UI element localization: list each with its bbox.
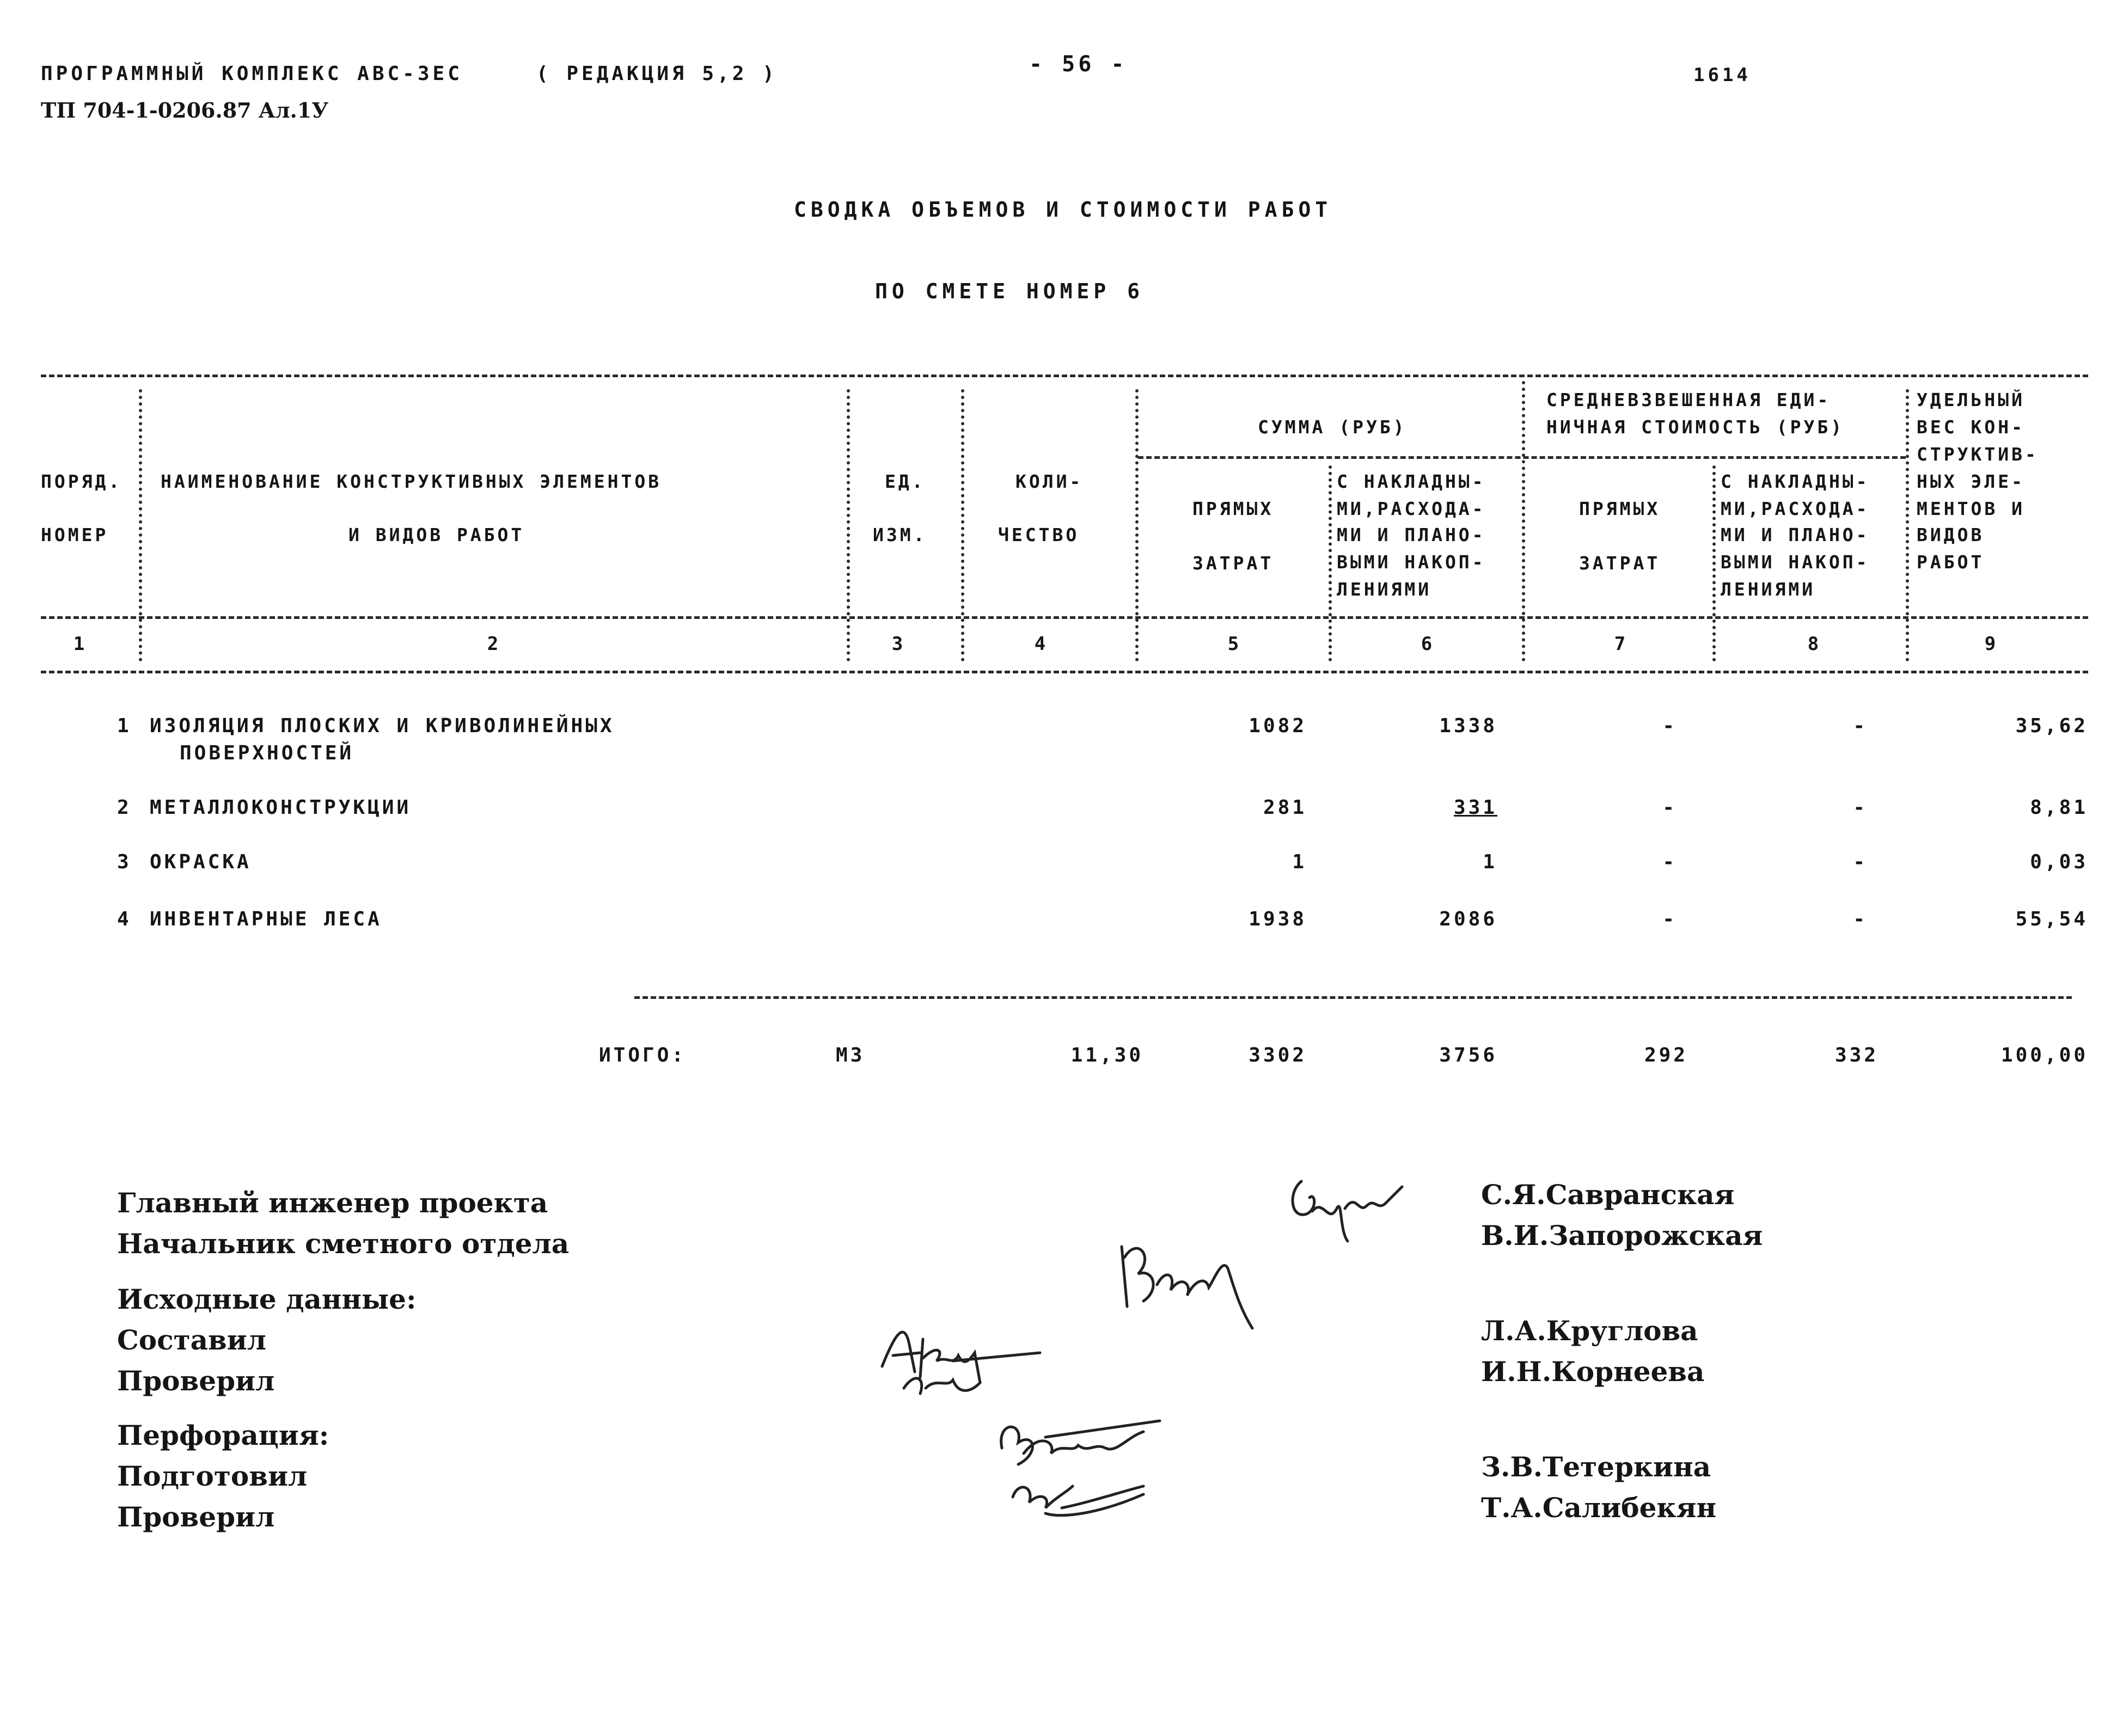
header-avg-overhead-l1: С НАКЛАДНЫ- [1721, 471, 1870, 492]
col-sep-1 [139, 389, 142, 661]
page-number: - 56 - [1029, 52, 1128, 77]
label-checked-2: Проверил [117, 1501, 275, 1533]
total-direct: 3302 [1249, 1044, 1307, 1066]
col-number-7: 7 [1614, 633, 1626, 655]
header-avg-overhead-l4: ВЫМИ НАКОП- [1721, 551, 1870, 573]
row-avg-direct: - [1662, 715, 1677, 737]
col-sep-7 [1712, 465, 1716, 661]
col-sep-4 [1135, 389, 1139, 661]
header-num-l2: НОМЕР [41, 524, 109, 545]
col-sep-2 [847, 389, 850, 661]
row-direct: 281 [1263, 796, 1307, 819]
document-title: СВОДКА ОБЪЕМОВ И СТОИМОСТИ РАБОТ [794, 198, 1332, 222]
row-number: 3 [117, 851, 132, 873]
row-share: 55,54 [2015, 908, 2088, 930]
label-prepared: Подготовил [117, 1460, 308, 1492]
col-number-9: 9 [1984, 633, 1996, 655]
row-number: 2 [117, 796, 132, 819]
header-direct-l2: ЗАТРАТ [1192, 553, 1274, 574]
sheet-number: 1614 [1693, 64, 1751, 86]
header-share-l3: СТРУКТИВ- [1917, 444, 2039, 465]
col-sep-6 [1522, 381, 1525, 661]
row-direct: 1 [1292, 851, 1307, 873]
signature-chief-engineer [1285, 1160, 1416, 1252]
total-qty: 11,30 [1070, 1044, 1143, 1066]
row-direct: 1082 [1249, 715, 1307, 737]
label-estimate-head: Начальник сметного отдела [117, 1228, 570, 1260]
header-qty-l1: КОЛИ- [1015, 471, 1084, 492]
col-number-4: 4 [1034, 633, 1046, 655]
header-share-l2: ВЕС КОН- [1917, 416, 2025, 438]
col-sep-3 [961, 389, 964, 661]
header-avg-direct-l1: ПРЯМЫХ [1579, 498, 1661, 519]
header-direct-l1: ПРЯМЫХ [1192, 498, 1274, 519]
col-number-3: 3 [891, 633, 903, 655]
header-avg-overhead-l3: МИ И ПЛАНО- [1721, 524, 1870, 545]
total-unit: М3 [836, 1044, 865, 1066]
name-compiled: Л.А.Круглова [1481, 1315, 1698, 1347]
name-estimate-head: В.И.Запорожская [1481, 1219, 1763, 1252]
row-overhead: 331 [1453, 796, 1497, 819]
total-overhead: 3756 [1439, 1044, 1497, 1066]
header-name-l2: И ВИДОВ РАБОТ [348, 524, 525, 545]
estimate-number: ПО СМЕТЕ НОМЕР 6 [875, 279, 1145, 303]
total-avg-overhead: 332 [1834, 1044, 1879, 1066]
name-checked-1: И.Н.Корнеева [1481, 1355, 1705, 1388]
row-name: ИНВЕНТАРНЫЕ ЛЕСА [150, 908, 382, 930]
header-avg-group-l1: СРЕДНЕВЗВЕШЕННАЯ ЕДИ- [1546, 389, 1831, 410]
label-checked-1: Проверил [117, 1365, 275, 1397]
row-name-cont: ПОВЕРХНОСТЕЙ [180, 742, 354, 764]
total-label: ИТОГО: [599, 1044, 687, 1066]
header-avg-overhead-l2: МИ,РАСХОДА- [1721, 498, 1870, 519]
row-direct: 1938 [1249, 908, 1307, 930]
row-share: 35,62 [2015, 715, 2088, 737]
col-sep-5 [1329, 465, 1332, 661]
header-unit-l1: ЕД. [885, 471, 926, 492]
header-avg-direct-l2: ЗАТРАТ [1579, 553, 1661, 574]
row-share: 0,03 [2030, 851, 2088, 873]
row-number: 1 [117, 715, 132, 737]
col-number-2: 2 [487, 633, 499, 655]
row-overhead: 1338 [1439, 715, 1497, 737]
header-unit-l2: ИЗМ. [873, 524, 927, 545]
row-overhead: 1 [1483, 851, 1497, 873]
edition: ( РЕДАКЦИЯ 5,2 ) [536, 63, 778, 85]
header-num-l1: ПОРЯД. [41, 471, 123, 492]
name-prepared: З.В.Тетеркина [1481, 1451, 1711, 1483]
signature-estimate-head [1105, 1225, 1269, 1334]
header-overhead-l3: МИ И ПЛАНО- [1337, 524, 1486, 545]
header-share-l6: ВИДОВ [1917, 524, 1985, 545]
header-share-l5: МЕНТОВ И [1917, 498, 2025, 519]
col-number-8: 8 [1807, 633, 1819, 655]
row-overhead: 2086 [1439, 908, 1497, 930]
colnum-bottom-rule [41, 671, 2088, 673]
total-avg-direct: 292 [1644, 1044, 1688, 1066]
row-avg-overhead: - [1853, 908, 1868, 930]
row-avg-overhead: - [1853, 715, 1868, 737]
row-name: ИЗОЛЯЦИЯ ПЛОСКИХ И КРИВОЛИНЕЙНЫХ [150, 715, 615, 737]
row-number: 4 [117, 908, 132, 930]
header-share-l1: УДЕЛЬНЫЙ [1917, 389, 2025, 410]
header-sum-group: СУММА (РУБ) [1258, 416, 1407, 438]
name-checked-2: Т.А.Салибекян [1481, 1492, 1717, 1524]
name-chief-engineer: С.Я.Савранская [1481, 1179, 1735, 1211]
col-number-1: 1 [73, 633, 85, 655]
row-avg-direct: - [1662, 796, 1677, 819]
header-bottom-rule [41, 616, 2088, 619]
total-rule [634, 996, 2072, 999]
row-avg-overhead: - [1853, 851, 1868, 873]
project-code: ТП 704-1-0206.87 Ал.1У [41, 98, 329, 122]
label-perforation: Перфорация: [117, 1419, 329, 1451]
row-avg-direct: - [1662, 851, 1677, 873]
signature-prepared [980, 1399, 1209, 1541]
col-sep-8 [1906, 389, 1909, 661]
header-overhead-l2: МИ,РАСХОДА- [1337, 498, 1486, 519]
row-avg-overhead: - [1853, 796, 1868, 819]
row-name: МЕТАЛЛОКОНСТРУКЦИИ [150, 796, 412, 819]
header-share-l7: РАБОТ [1917, 551, 1985, 573]
header-name-l1: НАИМЕНОВАНИЕ КОНСТРУКТИВНЫХ ЭЛЕМЕНТОВ [161, 471, 662, 492]
header-avg-overhead-l5: ЛЕНИЯМИ [1721, 579, 1816, 600]
col-number-6: 6 [1421, 633, 1433, 655]
label-chief-engineer: Главный инженер проекта [117, 1187, 548, 1219]
row-share: 8,81 [2030, 796, 2088, 819]
col-number-5: 5 [1227, 633, 1239, 655]
table-top-rule [41, 375, 2088, 377]
header-avg-group-l2: НИЧНАЯ СТОИМОСТЬ (РУБ) [1546, 416, 1845, 438]
label-compiled: Составил [117, 1324, 267, 1356]
header-qty-l2: ЧЕСТВО [998, 524, 1080, 545]
header-overhead-l1: С НАКЛАДНЫ- [1337, 471, 1486, 492]
row-name: ОКРАСКА [150, 851, 252, 873]
label-source-data: Исходные данные: [117, 1283, 417, 1315]
total-share: 100,00 [2000, 1044, 2088, 1066]
header-overhead-l4: ВЫМИ НАКОП- [1337, 551, 1486, 573]
header-overhead-l5: ЛЕНИЯМИ [1337, 579, 1432, 600]
program-name: ПРОГРАММНЫЙ КОМПЛЕКС АВС-ЗЕС [41, 63, 463, 85]
header-share-l4: НЫХ ЭЛЕ- [1917, 471, 2025, 492]
row-avg-direct: - [1662, 908, 1677, 930]
